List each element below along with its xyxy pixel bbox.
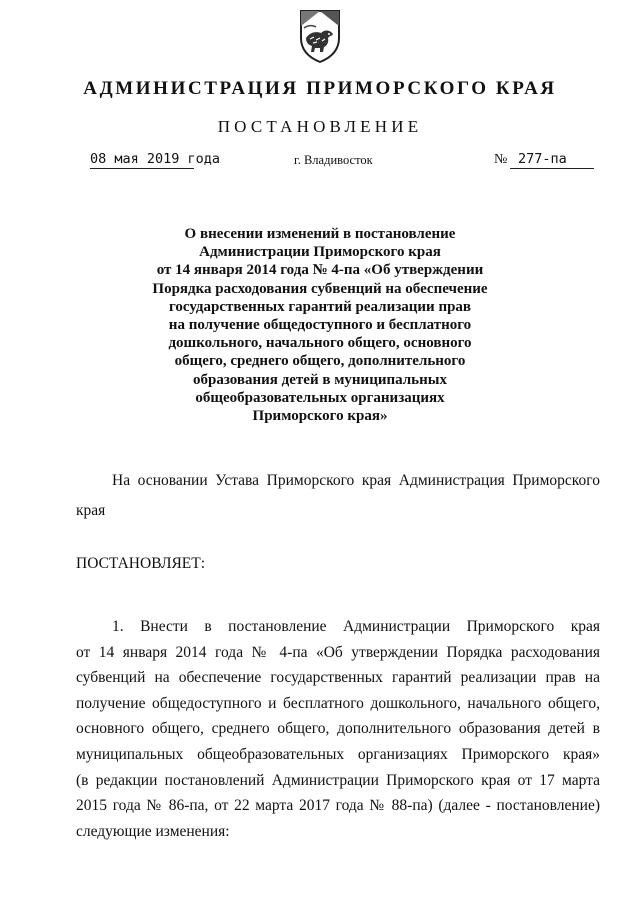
title-line: Порядка расходования субвенций на обеспечение bbox=[152, 280, 488, 297]
document-title bbox=[140, 225, 500, 425]
coat-of-arms-icon bbox=[298, 8, 342, 64]
title-line: образования детей в муниципальных bbox=[193, 371, 447, 388]
paragraph-line: 2015 года № 86-па, от 22 марта 2017 года № 88-па) (далее - постановление) bbox=[76, 797, 600, 815]
paragraph-line: (в редакции постановлений Администрации Приморского края от 17 марта bbox=[76, 771, 600, 789]
paragraph-line: следующие изменения: bbox=[76, 822, 230, 840]
title-line: О внесении изменений в постановление bbox=[184, 226, 456, 242]
title-line: Приморского края» bbox=[252, 408, 388, 425]
document-city: г. Владивосток bbox=[294, 153, 373, 167]
title-line: общеобразовательных организациях bbox=[195, 389, 445, 406]
title-line: государственных гарантий реализации прав bbox=[168, 298, 472, 315]
organization-name: АДМИНИСТРАЦИЯ ПРИМОРСКОГО КРАЯ bbox=[83, 78, 557, 99]
paragraph-line: получение общедоступного и бесплатного дошкольного, начального общего, bbox=[76, 694, 600, 712]
title-line: на получение общедоступного и бесплатного bbox=[168, 317, 472, 334]
paragraph-line: основного общего, среднего общего, дополнительного образования детей в bbox=[76, 720, 600, 738]
title-line: от 14 января 2014 года № 4-па «Об утверждении bbox=[156, 262, 484, 279]
paragraph-line: муниципальных общеобразовательных организациях Приморского края» bbox=[76, 745, 600, 763]
basis-paragraph bbox=[76, 466, 600, 526]
paragraph-line: от 14 января 2014 года № 4-па «Об утверждении Порядка расходования bbox=[76, 643, 600, 661]
basis-line: края bbox=[76, 502, 106, 519]
paragraph-line: 1. Внести в постановление Администрации Приморского края bbox=[112, 618, 600, 635]
paragraph-line: субвенций на обеспечение государственных гарантий реализации прав на bbox=[76, 669, 600, 687]
title-line: общего, среднего общего, дополнительного bbox=[174, 353, 466, 370]
title-line: дошкольного, начального общего, основного bbox=[168, 335, 472, 352]
document-number: 277-па bbox=[510, 151, 594, 169]
decree-heading: ПОСТАНОВЛЯЕТ: bbox=[76, 555, 206, 572]
document-date: 08 мая 2019 года bbox=[90, 151, 221, 167]
paragraph-1 bbox=[76, 614, 600, 844]
title-line: Администрации Приморского края bbox=[199, 244, 441, 261]
basis-line: На основании Устава Приморского края Администрация Приморского bbox=[112, 472, 600, 489]
number-sign: № bbox=[494, 152, 508, 167]
document-type: ПОСТАНОВЛЕНИЕ bbox=[217, 117, 423, 136]
